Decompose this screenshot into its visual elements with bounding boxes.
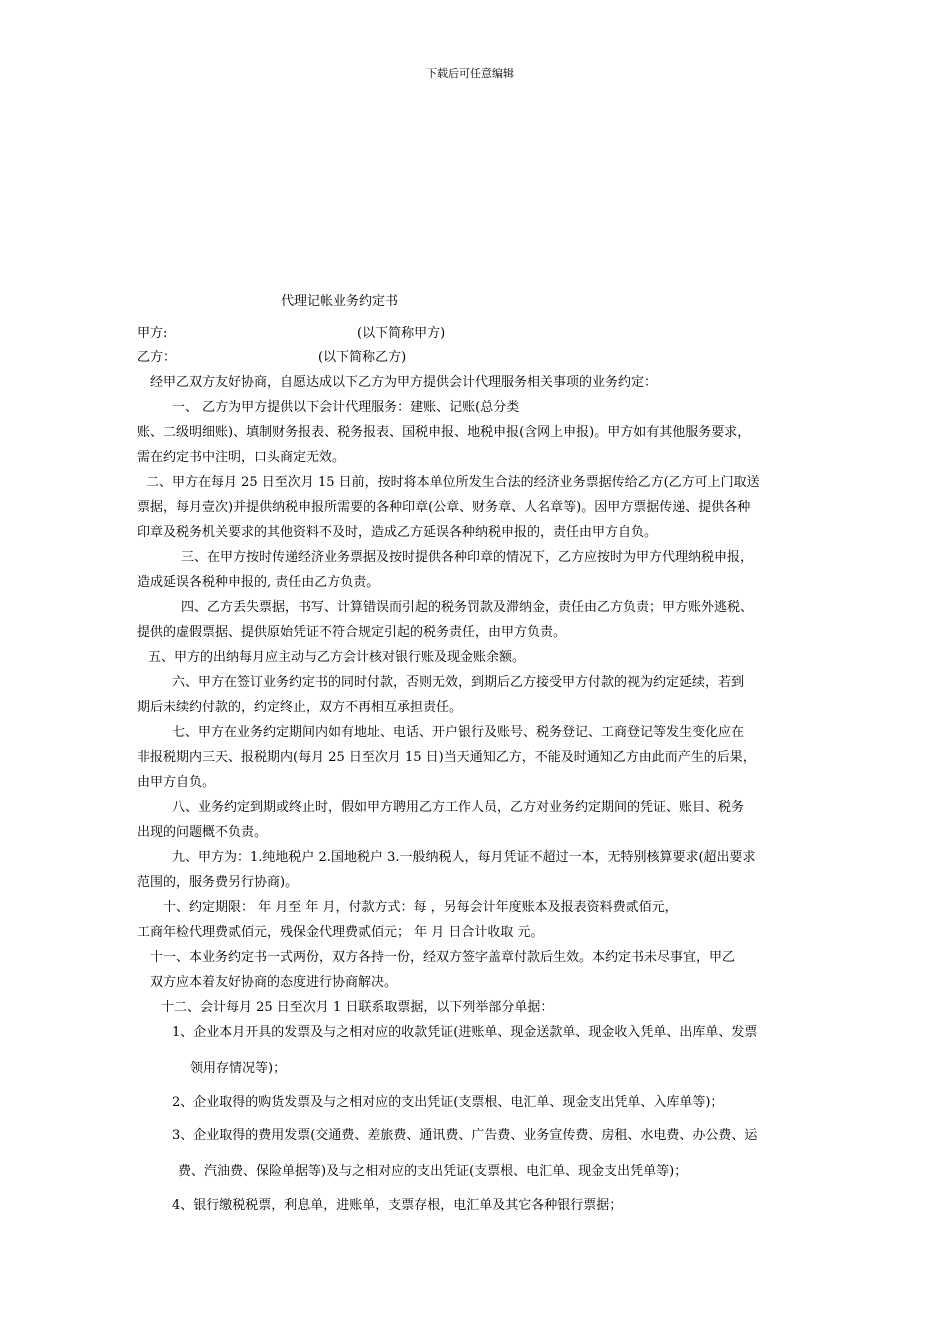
clause-7-line-1: 七、甲方在业务约定期间内如有地址、电话、开户银行及账号、税务登记、工商登记等发生变化应在 (172, 725, 745, 740)
clause-1-line-1: 一、 乙方为甲方提供以下会计代理服务：建账、记账(总分类 (172, 400, 520, 415)
clause-11-line-2: 双方应本着友好协商的态度进行协商解决。 (150, 975, 398, 990)
clause-4-line-1: 四、乙方丢失票据，书写、计算错误而引起的税务罚款及滞纳金，责任由乙方负责；甲方账外逃税、 (181, 600, 754, 615)
page-header: 下载后可任意编辑 (426, 67, 514, 80)
clause-8-line-1: 八、业务约定到期或终止时，假如甲方聘用乙方工作人员，乙方对业务约定期间的凭证、账目、税务 (172, 800, 745, 815)
clause-7-line-2: 非报税期内三天、报税期内(每月 25 日至次月 15 日)当天通知乙方，不能及时通知乙方由此而产生的后果， (137, 750, 756, 765)
clause-6-line-2: 期后未续约付款的，约定终止，双方不再相互承担责任。 (137, 700, 463, 715)
party-a-note: (以下简称甲方) (357, 326, 446, 341)
clause-2-line-2: 票据，每月壹次)并提供纳税申报所需要的各种印章(公章、财务章、人名章等)。因甲方票据传递、提供各种 (137, 500, 751, 515)
clause-12-line-1: 十二、会计每月 25 日至次月 1 日联系取票据，以下列举部分单据： (161, 1000, 554, 1015)
clause-10-line-2: 工商年检代理费贰佰元，残保金代理费贰佰元； 年 月 日合计收取 元。 (137, 925, 544, 940)
party-a-label: 甲方: (137, 326, 168, 341)
clause-3-line-1: 三、在甲方按时传递经济业务票据及按时提供各种印章的情况下，乙方应按时为甲方代理纳税申报， (181, 550, 754, 565)
clause-6-line-1: 六、甲方在签订业务约定书的同时付款，否则无效，到期后乙方接受甲方付款的视为约定延续，若到 (172, 675, 745, 690)
clause-9-line-1: 九、甲方为：1.纯地税户 2.国地税户 3.一般纳税人，每月凭证不超过一本，无特别核算要求(超出要求 (172, 850, 756, 865)
clause-1-line-3: 需在约定书中注明，口头商定无效。 (137, 450, 346, 465)
clause-3-line-2: 造成延误各税种申报的, 责任由乙方负责。 (137, 575, 380, 590)
item-1-line-1: 1、企业本月开具的发票及与之相对应的收款凭证(进账单、现金送款单、现金收入凭单、出库单、发票 (172, 1025, 758, 1040)
clause-10-line-1: 十、约定期限： 年 月至 年 月，付款方式：每 ，另每会计年度账本及报表资料费贰佰元， (163, 900, 678, 915)
item-3-line-1: 3、企业取得的费用发票(交通费、差旅费、通讯费、广告费、业务宣传费、房租、水电费、办公费、运 (172, 1128, 758, 1143)
clause-5-line-1: 五、甲方的出纳每月应主动与乙方会计核对银行账及现金账余额。 (148, 650, 526, 665)
clause-8-line-2: 出现的问题概不负责。 (137, 825, 268, 840)
item-3-line-2: 费、汽油费、保险单据等)及与之相对应的支出凭证(支票根、电汇单、现金支出凭单等)； (178, 1164, 688, 1179)
clause-7-line-3: 由甲方自负。 (137, 775, 216, 790)
document-title: 代理记帐业务约定书 (281, 294, 399, 309)
clause-2-line-1: 二、甲方在每月 25 日至次月 15 日前，按时将本单位所发生合法的经济业务票据传给乙方(乙方可上门取送 (146, 475, 760, 490)
clause-1-line-2: 账、二级明细账)、填制财务报表、税务报表、国税申报、地税申报(含网上申报)。甲方如有其他服务要求， (137, 425, 751, 440)
item-1-line-2: 领用存情况等)； (190, 1061, 287, 1076)
clause-2-line-3: 印章及税务机关要求的其他资料不及时，造成乙方延误各种纳税申报的，责任由甲方自负。 (137, 525, 658, 540)
item-2-line-1: 2、企业取得的购货发票及与之相对应的支出凭证(支票根、电汇单、现金支出凭单、入库单等)； (172, 1095, 724, 1110)
item-4-line-1: 4、银行缴税税票，利息单，进账单，支票存根，电汇单及其它各种银行票据； (172, 1198, 623, 1213)
party-b-label: 乙方： (137, 350, 177, 365)
party-b-note: (以下简称乙方) (318, 350, 407, 365)
intro-paragraph: 经甲乙双方友好协商，自愿达成以下乙方为甲方提供会计代理服务相关事项的业务约定： (150, 375, 658, 390)
clause-4-line-2: 提供的虚假票据、提供原始凭证不符合规定引起的税务责任，由甲方负责。 (137, 625, 567, 640)
clause-9-line-2: 范围的，服务费另行协商)。 (137, 875, 299, 890)
clause-11-line-1: 十一、本业务约定书一式两份，双方各持一份，经双方签字盖章付款后生效。本约定书未尽事宜，甲乙 (150, 950, 736, 965)
